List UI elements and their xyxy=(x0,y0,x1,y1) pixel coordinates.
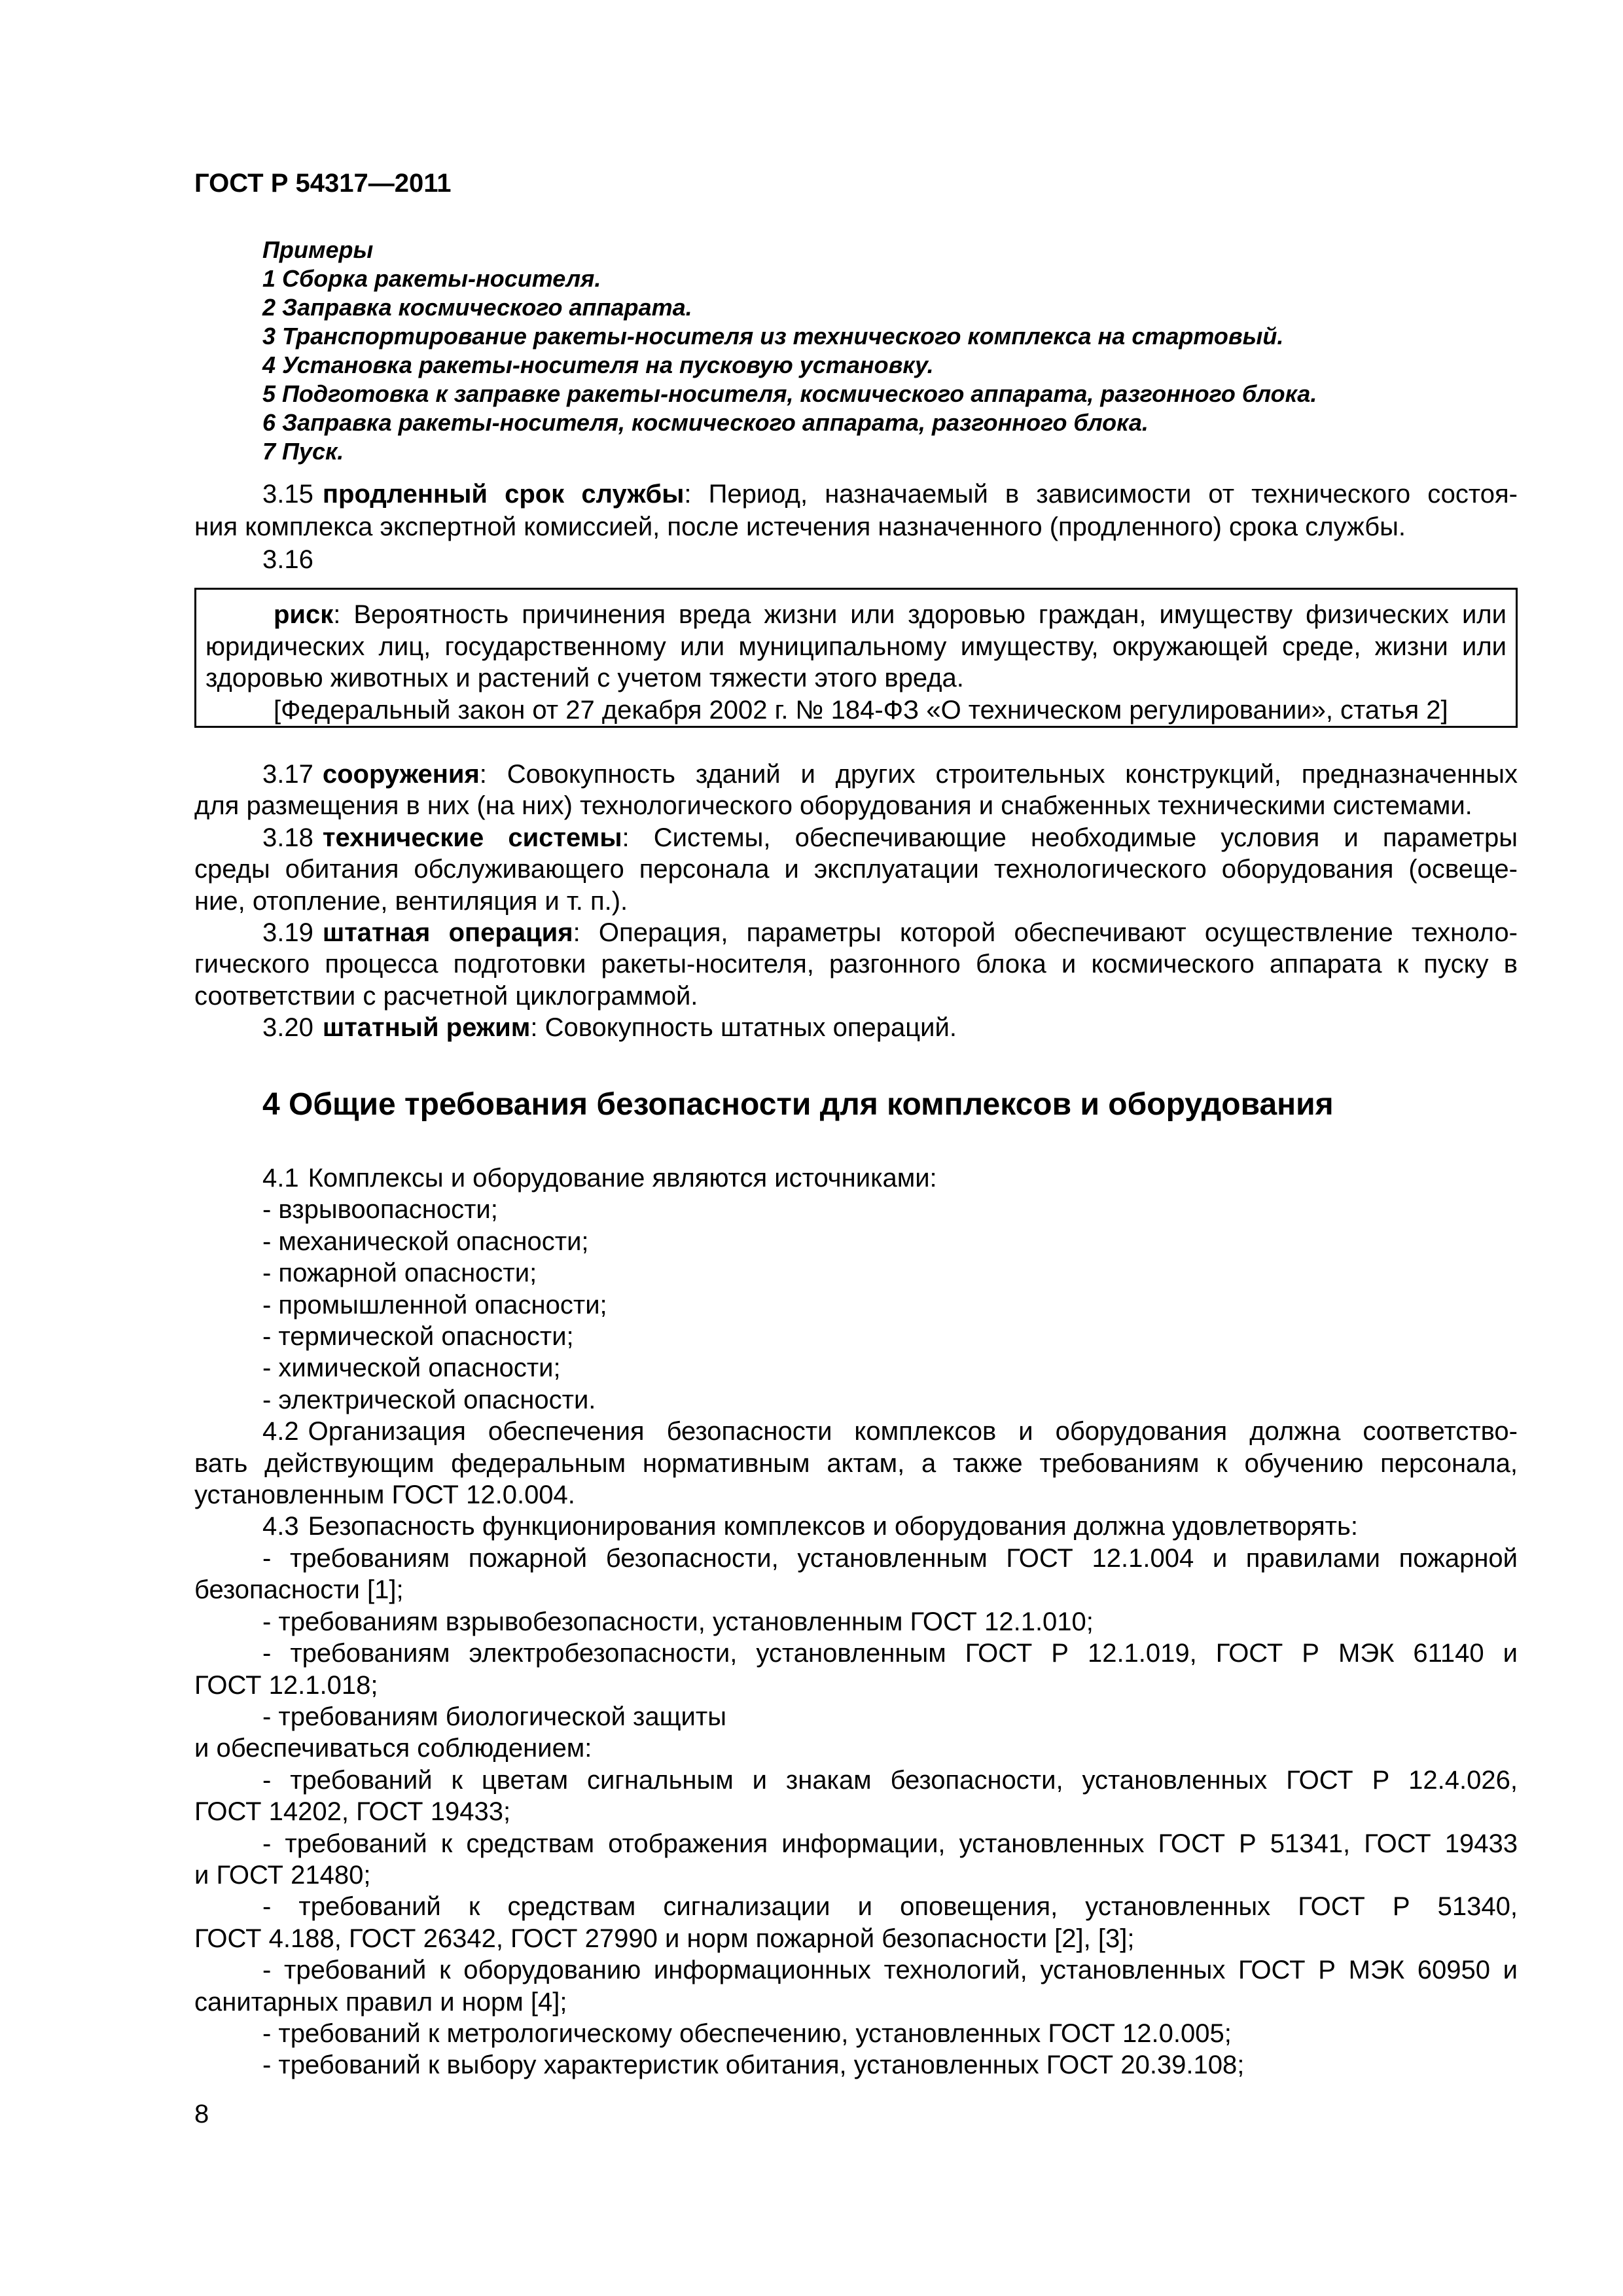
text-line xyxy=(194,980,1518,1012)
line-text: - взрывоопасности; xyxy=(262,1195,498,1225)
line-text: Операция, параметры которой обеспечивают осуществление техноло- xyxy=(598,918,1518,948)
text-line xyxy=(194,1701,1518,1732)
text-line xyxy=(194,1257,1518,1289)
text-line xyxy=(194,1574,1518,1605)
paragraph xyxy=(194,1289,1518,1321)
paragraph xyxy=(194,1638,1518,1701)
text-line xyxy=(194,1511,1518,1542)
clause-number: 3.19 xyxy=(262,918,313,948)
paragraph xyxy=(194,2018,1518,2049)
paragraph xyxy=(194,1606,1518,1638)
line-text: - требованиям электробезопасности, установленным ГОСТ Р 12.1.019, ГОСТ Р МЭК 61140 и xyxy=(262,1639,1518,1668)
section-4-body xyxy=(194,1162,1518,2081)
defined-term: риск xyxy=(274,600,334,629)
text-line: 3.20 штатный режим: Совокупность штатных операций. xyxy=(262,1013,957,1043)
paragraph xyxy=(194,1257,1518,1289)
line-text: Совокупность штатных операций. xyxy=(544,1013,957,1043)
paragraph xyxy=(194,1543,1518,1606)
source-citation: [Федеральный закон от 27 декабря 2002 г. № 184-ФЗ «О техническом регулировании», статья 2] xyxy=(274,695,1448,725)
paragraph xyxy=(194,1701,1518,1732)
defined-term: штатная операция xyxy=(322,918,573,948)
text-line: 3.17 сооружения: Совокупность зданий и других строительных конструкций, предназначенных xyxy=(262,760,1518,789)
line-text: и обеспечиваться соблюдением: xyxy=(194,1734,592,1763)
line-text: - промышленной опасности; xyxy=(262,1290,607,1319)
text-line xyxy=(194,1986,1518,2018)
page-number: 8 xyxy=(194,2100,209,2128)
text-line xyxy=(194,1828,1518,1859)
paragraph xyxy=(194,1194,1518,1225)
paragraph xyxy=(194,1732,1518,1764)
defined-term: продленный срок службы xyxy=(322,480,685,509)
paragraph xyxy=(194,1352,1518,1384)
text-line xyxy=(194,1606,1518,1638)
paragraph xyxy=(194,759,1518,822)
paragraph xyxy=(194,543,1518,576)
example-item: 1 Сборка ракеты-носителя. xyxy=(262,265,601,292)
example-item: 2 Заправка космического аппарата. xyxy=(262,294,692,321)
text-line xyxy=(194,511,1518,543)
paragraph xyxy=(194,1954,1518,2018)
text-line xyxy=(194,1543,1518,1574)
line-text: - электрической опасности. xyxy=(262,1385,596,1414)
text-line xyxy=(194,1194,1518,1225)
line-text: - механической опасности; xyxy=(262,1227,589,1256)
example-item: 3 Транспортирование ракеты-носителя из технического комплекса на стартовый. xyxy=(262,323,1284,350)
defined-term: штатный режим xyxy=(322,1013,531,1043)
paragraph xyxy=(194,1384,1518,1416)
line-text: установленным ГОСТ 12.0.004. xyxy=(194,1480,575,1510)
text-line xyxy=(194,853,1518,885)
text-line xyxy=(194,1765,1518,1796)
text-line xyxy=(194,1954,1518,1986)
defined-term: технические системы xyxy=(322,823,622,852)
document-header: ГОСТ Р 54317—2011 xyxy=(194,169,452,198)
section-4-heading: 4 Общие требования безопасности для комплексов и оборудования xyxy=(262,1087,1334,1122)
paragraph xyxy=(194,1765,1518,1828)
terms-3-15-3-16 xyxy=(194,478,1518,576)
terms-3-17-3-20 xyxy=(194,759,1518,1044)
paragraph xyxy=(194,1162,1518,1194)
text-line xyxy=(194,1384,1518,1416)
text-line xyxy=(194,1448,1518,1479)
text-line xyxy=(205,631,1507,663)
clause-number: 3.18 xyxy=(262,823,313,852)
example-item: 6 Заправка ракеты-носителя, космического аппарата, разгонного блока. xyxy=(262,409,1149,436)
line-text: - требованиям пожарной безопасности, установленным ГОСТ 12.1.004 и правилами пожарной xyxy=(262,1543,1518,1573)
line-text: - требований к средствам отображения информации, установленных ГОСТ Р 51341, ГОСТ 19433 xyxy=(262,1829,1518,1858)
clause-number: 3.17 xyxy=(262,760,313,789)
line-text: - пожарной опасности; xyxy=(262,1259,537,1288)
text-line xyxy=(194,1638,1518,1669)
text-line xyxy=(194,1891,1518,1922)
clause-number: 4.2 xyxy=(262,1417,299,1446)
clause-number: 4.1 xyxy=(262,1164,299,1193)
paragraph xyxy=(194,1828,1518,1892)
line-text: среды обитания обслуживающего персонала и эксплуатации технологического оборудования (освеще- xyxy=(194,855,1518,884)
defined-term: сооружения xyxy=(322,760,480,789)
text-line xyxy=(194,1352,1518,1384)
paragraph xyxy=(194,822,1518,917)
line-text: юридических лиц, государственному или муниципальному имуществу, окружающей среде, жизни или xyxy=(205,632,1507,661)
line-text: безопасности [1]; xyxy=(194,1575,404,1605)
line-text: и ГОСТ 21480; xyxy=(194,1860,371,1890)
line-text: вать действующим федеральным нормативным актам, а также требованиям к обучению персонала, xyxy=(194,1448,1518,1478)
clause-number: 3.15 xyxy=(262,480,313,509)
clause-number: 3.16 xyxy=(262,545,313,574)
examples-title: Примеры xyxy=(262,236,374,263)
paragraph xyxy=(194,917,1518,1012)
text-line xyxy=(194,1162,1518,1194)
line-text: для размещения в них (на них) технологического оборудования и снабженных техническими системами. xyxy=(194,791,1472,821)
line-text: ния комплекса экспертной комиссией, после истечения назначенного (продленного) срока службы. xyxy=(194,512,1406,541)
text-line xyxy=(194,1670,1518,1701)
line-text: - требований к оборудованию информационных технологий, установленных ГОСТ Р МЭК 60950 и xyxy=(262,1956,1518,1985)
line-text: Совокупность зданий и других строительных конструкций, предназначенных xyxy=(507,760,1518,789)
line-text: ние, отопление, вентиляция и т. п.). xyxy=(194,886,628,916)
clause-number: 3.20 xyxy=(262,1013,313,1043)
text-line xyxy=(194,1226,1518,1257)
paragraph xyxy=(194,478,1518,543)
line-text: ГОСТ 14202, ГОСТ 19433; xyxy=(194,1797,511,1827)
line-text: - термической опасности; xyxy=(262,1322,574,1352)
line-text: ГОСТ 4.188, ГОСТ 26342, ГОСТ 27990 и норм пожарной безопасности [2], [3]; xyxy=(194,1924,1135,1953)
examples-block xyxy=(194,236,1518,466)
line-text: - требований к выбору характеристик обитания, установленных ГОСТ 20.39.108; xyxy=(262,2051,1245,2080)
text-line xyxy=(194,1732,1518,1764)
text-line xyxy=(194,543,1518,576)
line-text: ГОСТ 12.1.018; xyxy=(194,1670,378,1700)
text-line: 3.15 продленный срок службы: Период, назначаемый в зависимости от технического состоя- xyxy=(262,480,1518,509)
examples-list xyxy=(194,264,1518,466)
line-text: - требований к средствам сигнализации и оповещения, установленных ГОСТ Р 51340, xyxy=(262,1892,1518,1922)
line-text: здоровью животных и растений с учетом тяжести этого вреда. xyxy=(205,664,964,692)
line-text: Системы, обеспечивающие необходимые условия и параметры xyxy=(653,823,1518,852)
text-line xyxy=(194,1416,1518,1447)
risk-definition-box xyxy=(194,588,1518,728)
paragraph xyxy=(194,1891,1518,1954)
text-line: риск: Вероятность причинения вреда жизни или здоровью граждан, имуществу физических или xyxy=(274,600,1507,629)
text-line xyxy=(194,886,1518,917)
line-text: - требований к цветам сигнальным и знакам безопасности, установленных ГОСТ Р 12.4.026, xyxy=(262,1765,1518,1795)
paragraph xyxy=(194,2049,1518,2081)
text-line xyxy=(194,790,1518,821)
text-line xyxy=(194,2018,1518,2049)
text-line xyxy=(194,1479,1518,1511)
line-text: - требованиям биологической защиты xyxy=(262,1702,726,1731)
line-text: - требований к метрологическому обеспечению, установленных ГОСТ 12.0.005; xyxy=(262,2018,1232,2048)
line-text: гического процесса подготовки ракеты-носителя, разгонного блока и космического аппарата к пуску в xyxy=(194,950,1518,979)
line-text: - требованиям взрывобезопасности, установленным ГОСТ 12.1.010; xyxy=(262,1607,1094,1636)
text-line xyxy=(194,1796,1518,1827)
clause-number: 4.3 xyxy=(262,1512,299,1541)
text-line xyxy=(194,1859,1518,1891)
example-item: 7 Пуск. xyxy=(262,438,344,465)
text-line: 3.19 штатная операция: Операция, параметры которой обеспечивают осуществление техноло- xyxy=(262,918,1518,948)
text-line: 3.18 технические системы: Системы, обеспечивающие необходимые условия и параметры xyxy=(262,823,1518,852)
text-line xyxy=(194,1321,1518,1352)
text-line xyxy=(194,1289,1518,1321)
example-item: 5 Подготовка к заправке ракеты-носителя, космического аппарата, разгонного блока. xyxy=(262,380,1317,407)
text-line xyxy=(194,2049,1518,2081)
example-item: 4 Установка ракеты-носителя на пусковую установку. xyxy=(262,351,934,378)
line-text: Период, назначаемый в зависимости от технического состоя- xyxy=(708,480,1518,509)
line-text: - химической опасности; xyxy=(262,1354,561,1383)
line-text: Безопасность функционирования комплексов и оборудования должна удовлетворять: xyxy=(308,1512,1358,1541)
paragraph xyxy=(194,1321,1518,1352)
paragraph xyxy=(194,1012,1518,1043)
paragraph xyxy=(194,1226,1518,1257)
text-line xyxy=(194,1923,1518,1954)
text-line xyxy=(205,662,1507,694)
line-text: соответствии с расчетной циклограммой. xyxy=(194,981,698,1011)
line-text: Комплексы и оборудование являются источниками: xyxy=(308,1164,937,1193)
paragraph xyxy=(194,1511,1518,1542)
line-text: Вероятность причинения вреда жизни или здоровью граждан, имуществу физических или xyxy=(353,600,1507,629)
line-text: санитарных правил и норм [4]; xyxy=(194,1987,567,2017)
paragraph xyxy=(194,1416,1518,1511)
line-text: Организация обеспечения безопасности комплексов и оборудования должна соответство- xyxy=(308,1417,1518,1446)
text-line xyxy=(194,948,1518,980)
